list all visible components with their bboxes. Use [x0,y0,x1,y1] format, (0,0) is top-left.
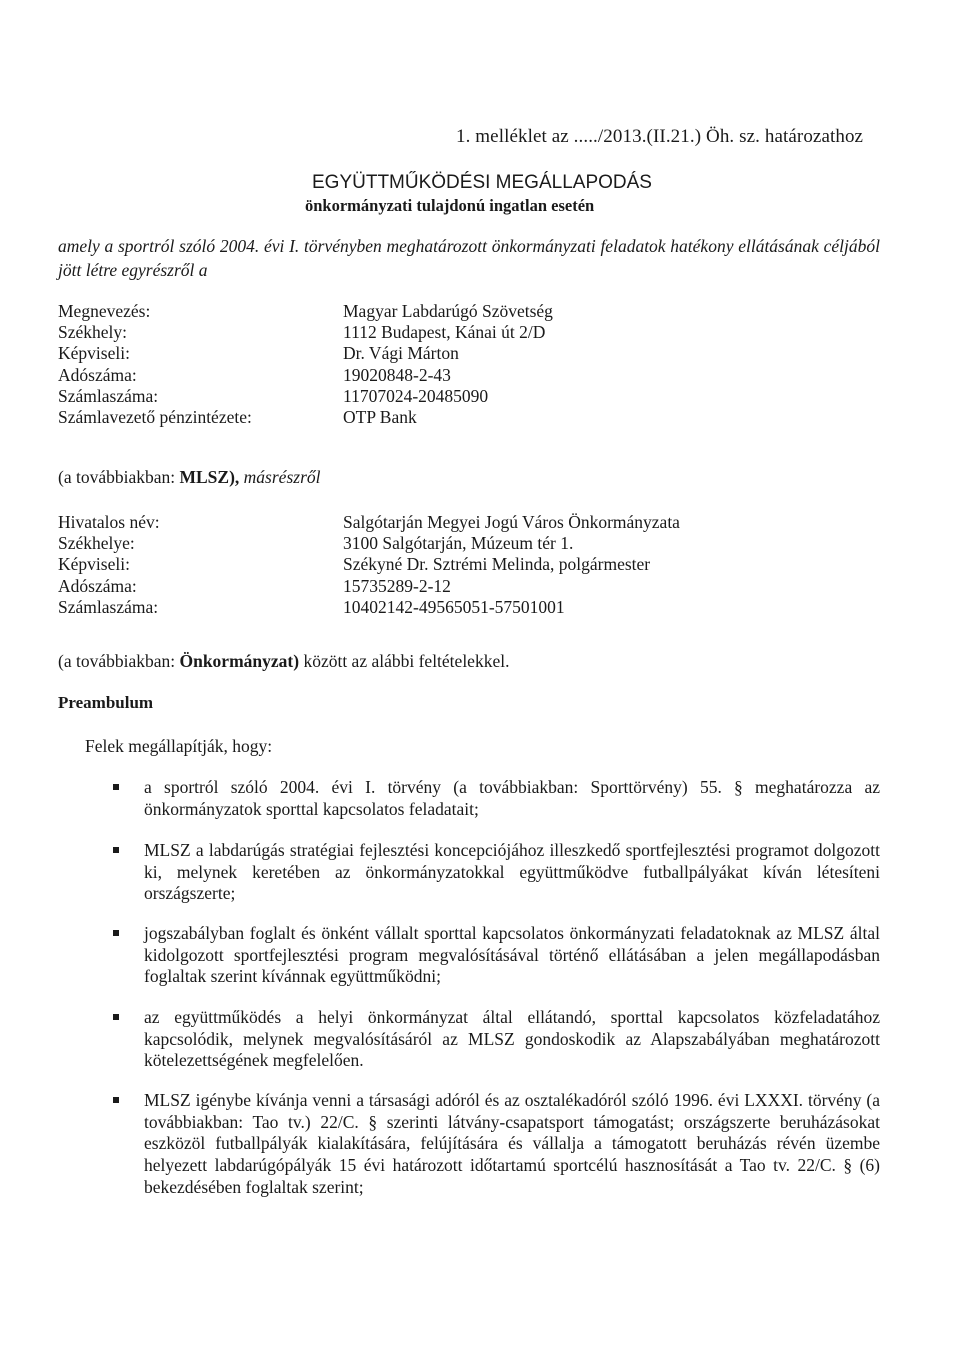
annex-reference: 1. melléklet az ...../2013.(II.21.) Öh. sz. határozathoz [456,126,864,147]
designation-onkormanyzat: Önkormányzat) [179,651,300,671]
party2-label: Adószáma: [58,575,137,596]
preamble-heading: Preambulum [58,693,154,712]
bullet-icon [113,847,119,853]
designation-masreszrol: másrészről [239,467,321,487]
list-item-text: MLSZ igénybe kívánja venni a társasági adóról és az osztalékadóról szóló 1996. évi LXXXI. törvény (a továbbiakban: Tao tv.) 22/C. § szerinti látvány-csapatsport támogatást; országszerte beruházásokat eszközöl futballpályák kialakítására, felújítására és vállalja a támogatott beruházás révén üzembe helyezett labdarúgópályák 15 évi határozott időtartamú sportcélú hasznosítását a Tao tv. 22/C. § (6) bekezdésében foglaltak szerint; [144,1090,880,1197]
intro-paragraph: amely a sportról szóló 2004. évi I. törvényben meghatározott önkormányzati feladatok hatékony ellátásának céljából jött létre egyrészről a [58,236,880,280]
party1-label: Képviseli: [58,343,130,364]
list-item-text: MLSZ a labdarúgás stratégiai fejlesztési koncepciójához illeszkedő sportfejlesztési programot dolgozott ki, melynek keretében az önkormányzatokkal együttműködve futballpályákat kíván létesíteni országszerte; [144,840,880,904]
party1-label: Székhely: [58,322,128,343]
bullet-icon [113,930,119,936]
party2-label: Számlaszáma: [58,596,159,617]
party2-value: 3100 Salgótarján, Múzeum tér 1. [343,533,574,554]
party1-label: Számlaszáma: [58,385,159,406]
party2-label: Hivatalos név: [58,512,160,532]
list-item-text: jogszabályban foglalt és önként vállalt sporttal kapcsolatos önkormányzati feladatoknak az MLSZ által kidolgozott sportfejlesztési program megvalósításával történő ellátásában a jelen megállapodásban foglaltak szerint kívánnak együttműködni; [144,923,880,987]
designation-prefix: (a továbbiakban: [58,651,180,671]
party2-value: 10402142-49565051-57501001 [343,596,565,617]
bullet-icon [113,1097,119,1103]
document-title: EGYÜTTMŰKÖDÉSI MEGÁLLAPODÁS [312,172,652,193]
designation-prefix: (a továbbiakban: [58,467,180,487]
party2-value: 15735289-2-12 [343,575,451,596]
party2-value: Székyné Dr. Sztrémi Melinda, polgármester [343,554,651,575]
party2-label: Képviseli: [58,554,130,575]
designation-suffix: között az alábbi feltételekkel. [299,651,510,671]
designation-mlsz: MLSZ), [179,467,240,487]
party1-value: 11707024-20485090 [343,385,489,406]
list-item-text: az együttműködés a helyi önkormányzat által ellátandó, sporttal kapcsolatos közfeladatához kapcsolódik, melynek megvalósításáról az MLSZ gondoskodik az Alapszabályában meghatározott kötelezettségének megfelelően. [144,1007,880,1071]
party2-label: Székhelye: [58,533,135,554]
party1-value: Magyar Labdarúgó Szövetség [343,301,553,321]
party2-value: Salgótarján Megyei Jogú Város Önkormányzata [343,512,680,532]
party1-value: OTP Bank [343,406,417,427]
party2-designation [58,651,509,672]
party1-designation [58,467,321,488]
preamble-lead: Felek megállapítják, hogy: [85,736,273,756]
bullet-icon [113,1014,119,1020]
party1-label: Számlavezető pénzintézete: [58,406,252,427]
party1-value: 19020848-2-43 [343,364,451,385]
party1-label: Adószáma: [58,364,137,385]
list-item-text: a sportról szóló 2004. évi I. törvény (a továbbiakban: Sporttörvény) 55. § meghatározza az önkormányzatok sporttal kapcsolatos feladatait; [144,777,880,819]
document-subtitle: önkormányzati tulajdonú ingatlan esetén [305,196,595,215]
party1-label: Megnevezés: [58,301,151,321]
party1-value: Dr. Vági Márton [343,343,459,364]
party1-value: 1112 Budapest, Kánai út 2/D [343,322,546,343]
bullet-icon [113,784,119,790]
